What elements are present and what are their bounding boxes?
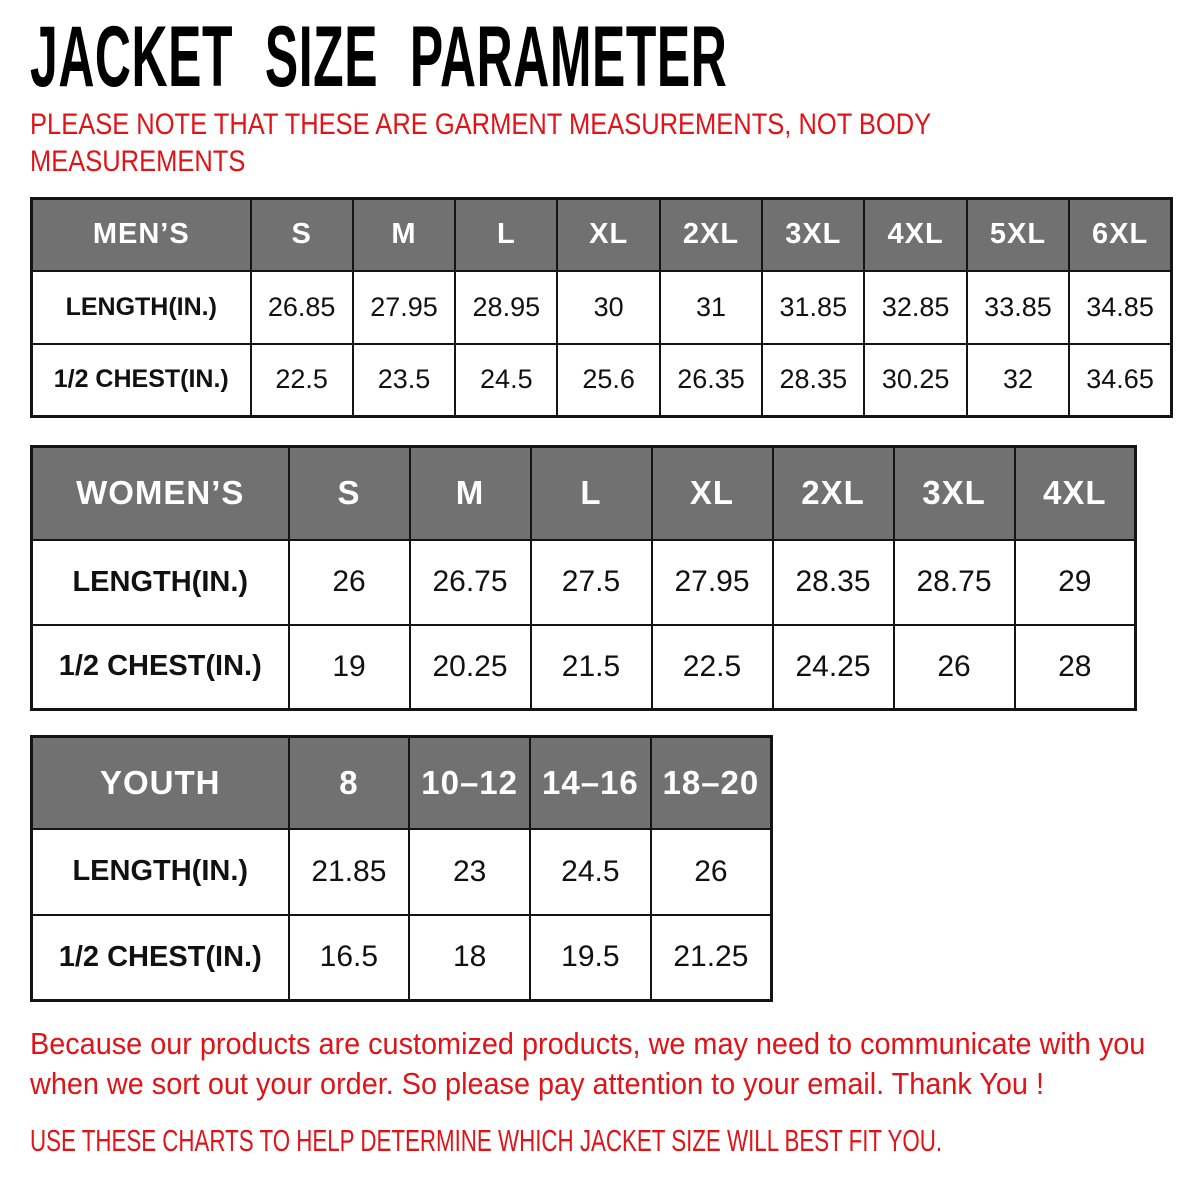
youth-size-value: 16.5	[289, 915, 410, 1001]
note-line-2: MEASUREMENTS	[30, 145, 246, 178]
youth-row-label: 1/2 CHEST(IN.)	[32, 915, 289, 1001]
youth-size-column-header: 10–12	[409, 737, 530, 829]
womens-size-column-header: S	[289, 447, 410, 540]
mens-table-row	[32, 271, 1172, 344]
mens-size-value: 26.85	[251, 271, 353, 344]
mens-size-column-header: 3XL	[762, 199, 864, 271]
customization-notice-line-2: when we sort out your order. So please pay attention to your email. Thank You !	[30, 1066, 1044, 1101]
mens-size-column-header: L	[455, 199, 557, 271]
womens-size-value: 29	[1015, 540, 1136, 625]
mens-size-value: 28.95	[455, 271, 557, 344]
youth-size-value: 21.85	[289, 829, 410, 915]
mens-size-value: 27.95	[353, 271, 455, 344]
womens-size-value: 27.5	[531, 540, 652, 625]
youth-size-value: 18	[409, 915, 530, 1001]
mens-size-value: 34.65	[1069, 344, 1171, 417]
youth-table-title-cell: YOUTH	[32, 737, 289, 829]
page-title	[30, 9, 1200, 105]
womens-table-row	[32, 540, 1136, 625]
womens-size-column-header: XL	[652, 447, 773, 540]
womens-row-label: 1/2 CHEST(IN.)	[32, 625, 289, 710]
youth-size-table	[30, 735, 773, 1002]
womens-size-value: 27.95	[652, 540, 773, 625]
mens-table-title-cell: MEN’S	[32, 199, 251, 271]
youth-size-column-header: 18–20	[651, 737, 772, 829]
womens-size-table	[30, 445, 1137, 711]
page-title-text: JACKET SIZE PARAMETER	[30, 9, 728, 105]
womens-size-value: 19	[289, 625, 410, 710]
mens-size-column-header: 4XL	[864, 199, 966, 271]
mens-size-column-header: 5XL	[967, 199, 1069, 271]
mens-size-value: 26.35	[660, 344, 762, 417]
mens-size-column-header: 2XL	[660, 199, 762, 271]
mens-row-label: LENGTH(IN.)	[32, 271, 251, 344]
mens-size-value: 30.25	[864, 344, 966, 417]
youth-size-value: 19.5	[530, 915, 651, 1001]
mens-size-value: 24.5	[455, 344, 557, 417]
youth-size-value: 23	[409, 829, 530, 915]
fit-advice-note: USE THESE CHARTS TO HELP DETERMINE WHICH JACKET SIZE WILL BEST FIT YOU.	[30, 1123, 943, 1158]
youth-size-value: 21.25	[651, 915, 772, 1001]
note-line-1: PLEASE NOTE THAT THESE ARE GARMENT MEASUREMENTS, NOT BODY	[30, 108, 932, 141]
youth-table-row	[32, 915, 772, 1001]
womens-table-title-cell: WOMEN’S	[32, 447, 289, 540]
garment-measurements-note	[30, 106, 1090, 180]
womens-size-column-header: 4XL	[1015, 447, 1136, 540]
womens-size-value: 26	[894, 625, 1015, 710]
youth-size-value: 26	[651, 829, 772, 915]
womens-size-value: 28.35	[773, 540, 894, 625]
mens-size-column-header: 6XL	[1069, 199, 1171, 271]
mens-size-value: 22.5	[251, 344, 353, 417]
womens-size-value: 28.75	[894, 540, 1015, 625]
womens-table-row	[32, 625, 1136, 710]
customization-notice	[30, 1024, 1200, 1104]
womens-row-label: LENGTH(IN.)	[32, 540, 289, 625]
mens-table-row	[32, 344, 1172, 417]
mens-size-value: 25.6	[557, 344, 659, 417]
mens-size-column-header: M	[353, 199, 455, 271]
mens-size-value: 23.5	[353, 344, 455, 417]
mens-size-value: 30	[557, 271, 659, 344]
mens-size-table	[30, 197, 1173, 418]
mens-size-value: 28.35	[762, 344, 864, 417]
mens-size-value: 31	[660, 271, 762, 344]
womens-size-value: 28	[1015, 625, 1136, 710]
youth-size-column-header: 8	[289, 737, 410, 829]
womens-size-value: 26.75	[410, 540, 531, 625]
womens-size-column-header: 3XL	[894, 447, 1015, 540]
customization-notice-line-1: Because our products are customized products, we may need to communicate with you	[30, 1026, 1146, 1061]
mens-size-value: 32	[967, 344, 1069, 417]
mens-size-value: 32.85	[864, 271, 966, 344]
womens-size-value: 21.5	[531, 625, 652, 710]
youth-table-row	[32, 829, 772, 915]
womens-size-value: 22.5	[652, 625, 773, 710]
womens-size-column-header: M	[410, 447, 531, 540]
mens-size-column-header: S	[251, 199, 353, 271]
womens-size-value: 24.25	[773, 625, 894, 710]
womens-size-value: 20.25	[410, 625, 531, 710]
mens-size-column-header: XL	[557, 199, 659, 271]
womens-size-column-header: 2XL	[773, 447, 894, 540]
youth-row-label: LENGTH(IN.)	[32, 829, 289, 915]
mens-size-value: 33.85	[967, 271, 1069, 344]
mens-row-label: 1/2 CHEST(IN.)	[32, 344, 251, 417]
mens-size-value: 34.85	[1069, 271, 1171, 344]
mens-size-value: 31.85	[762, 271, 864, 344]
youth-size-column-header: 14–16	[530, 737, 651, 829]
womens-size-value: 26	[289, 540, 410, 625]
womens-size-column-header: L	[531, 447, 652, 540]
youth-size-value: 24.5	[530, 829, 651, 915]
